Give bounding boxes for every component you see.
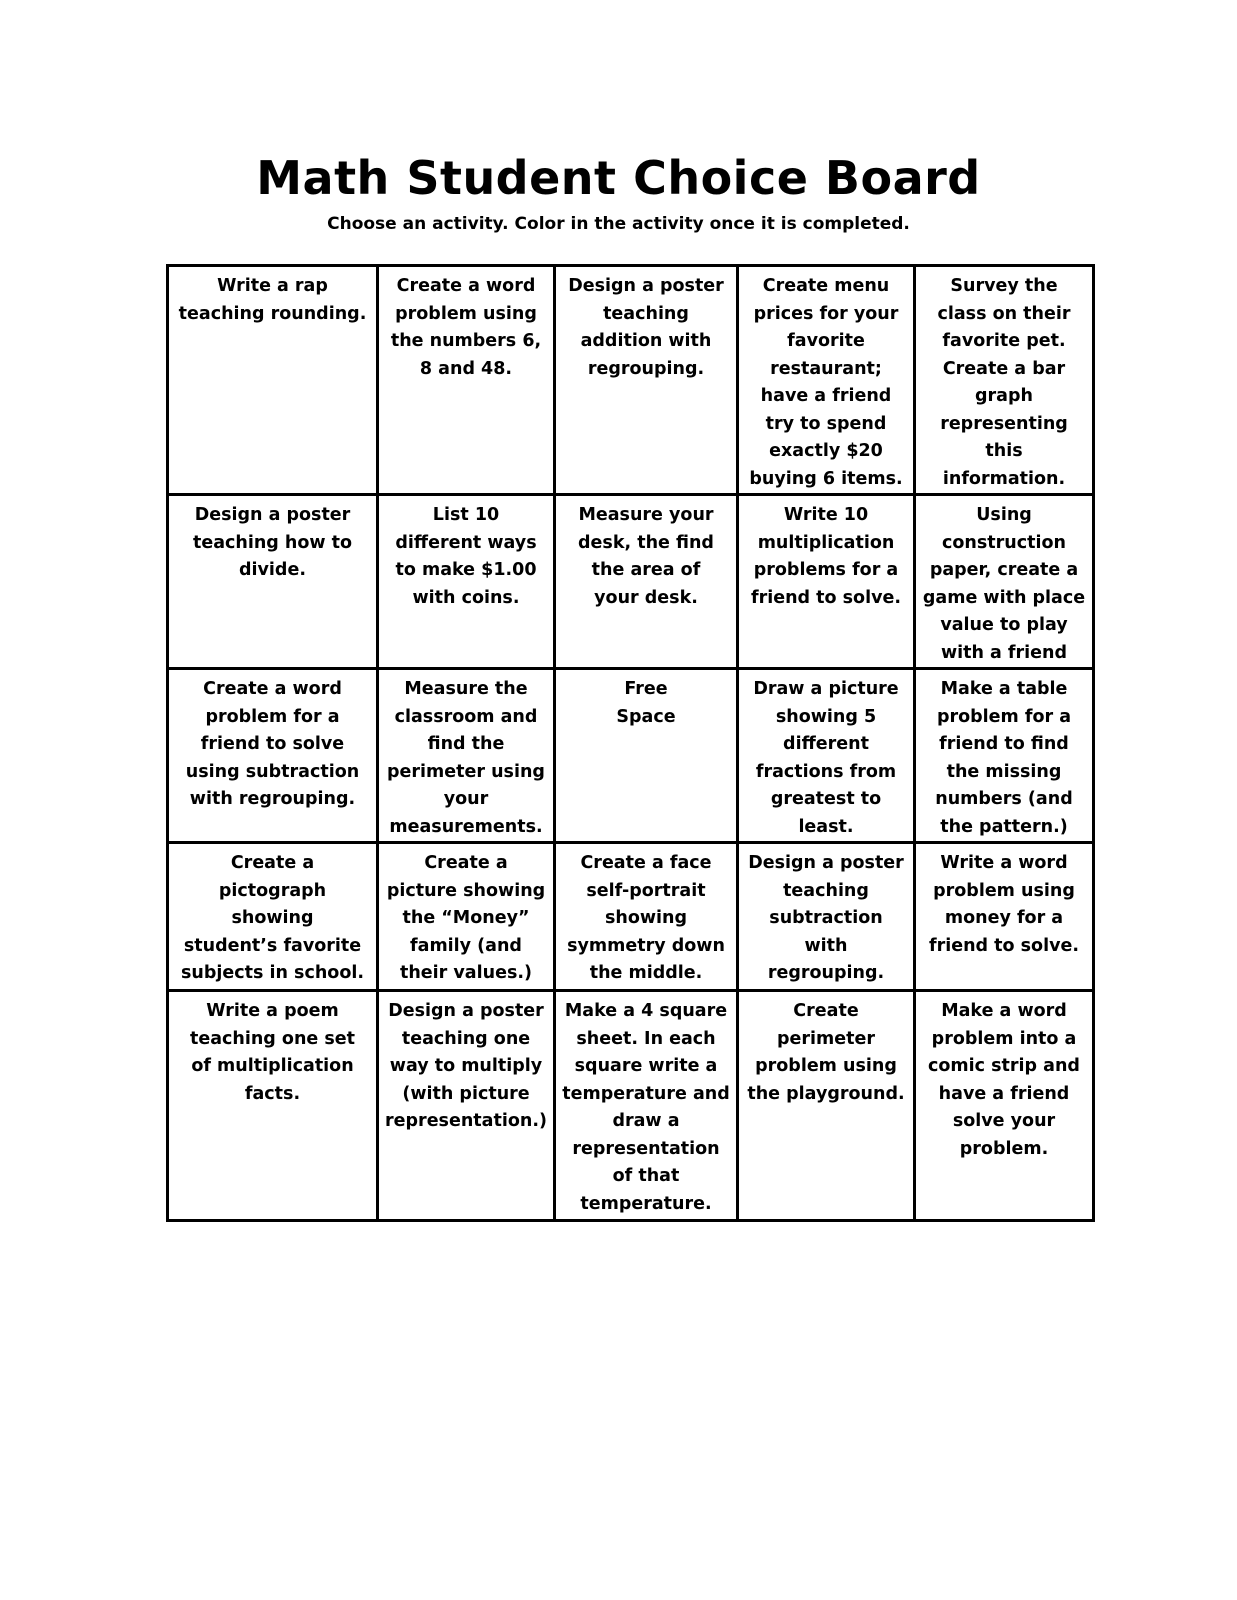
activity-cell[interactable]: List 10 different ways to make $1.00 with coins. bbox=[378, 495, 555, 669]
board-row bbox=[168, 991, 1094, 1221]
page-subtitle: Choose an activity. Color in the activity once it is completed. bbox=[327, 214, 910, 234]
activity-cell[interactable]: Survey the class on their favorite pet. Create a bar graph representing this information. bbox=[915, 266, 1094, 495]
board-row bbox=[168, 495, 1094, 669]
activity-cell[interactable]: Make a table problem for a friend to find the missing numbers (and the pattern.) bbox=[915, 669, 1094, 843]
activity-cell[interactable]: Create menu prices for your favorite restaurant; have a friend try to spend exactly $20 buying 6 items. bbox=[738, 266, 915, 495]
free-space-cell[interactable]: Free Space bbox=[555, 669, 738, 843]
activity-cell[interactable]: Design a poster teaching how to divide. bbox=[168, 495, 378, 669]
activity-cell[interactable]: Design a poster teaching subtraction with regrouping. bbox=[738, 843, 915, 991]
activity-cell[interactable]: Create a pictograph showing student’s favorite subjects in school. bbox=[168, 843, 378, 991]
activity-cell[interactable]: Create a word problem using the numbers 6, 8 and 48. bbox=[378, 266, 555, 495]
activity-cell[interactable]: Write 10 multiplication problems for a friend to solve. bbox=[738, 495, 915, 669]
board-row bbox=[168, 843, 1094, 991]
activity-cell[interactable]: Write a rap teaching rounding. bbox=[168, 266, 378, 495]
activity-cell[interactable]: Measure your desk, the find the area of your desk. bbox=[555, 495, 738, 669]
choice-board bbox=[166, 264, 1095, 1222]
activity-cell[interactable]: Draw a picture showing 5 different fractions from greatest to least. bbox=[738, 669, 915, 843]
activity-cell[interactable]: Using construction paper, create a game with place value to play with a friend bbox=[915, 495, 1094, 669]
activity-cell[interactable]: Design a poster teaching addition with regrouping. bbox=[555, 266, 738, 495]
activity-cell[interactable]: Write a poem teaching one set of multiplication facts. bbox=[168, 991, 378, 1221]
board-row bbox=[168, 669, 1094, 843]
activity-cell[interactable]: Make a word problem into a comic strip and have a friend solve your problem. bbox=[915, 991, 1094, 1221]
activity-cell[interactable]: Measure the classroom and find the perimeter using your measurements. bbox=[378, 669, 555, 843]
activity-cell[interactable]: Create a picture showing the “Money” family (and their values.) bbox=[378, 843, 555, 991]
activity-cell[interactable]: Make a 4 square sheet. In each square write a temperature and draw a representation of that temperature. bbox=[555, 991, 738, 1221]
activity-cell[interactable]: Create perimeter problem using the playground. bbox=[738, 991, 915, 1221]
board-row bbox=[168, 266, 1094, 495]
activity-cell[interactable]: Create a word problem for a friend to solve using subtraction with regrouping. bbox=[168, 669, 378, 843]
activity-cell[interactable]: Write a word problem using money for a friend to solve. bbox=[915, 843, 1094, 991]
activity-cell[interactable]: Create a face self-portrait showing symmetry down the middle. bbox=[555, 843, 738, 991]
page-title: Math Student Choice Board bbox=[256, 151, 981, 205]
activity-cell[interactable]: Design a poster teaching one way to multiply (with picture representation.) bbox=[378, 991, 555, 1221]
